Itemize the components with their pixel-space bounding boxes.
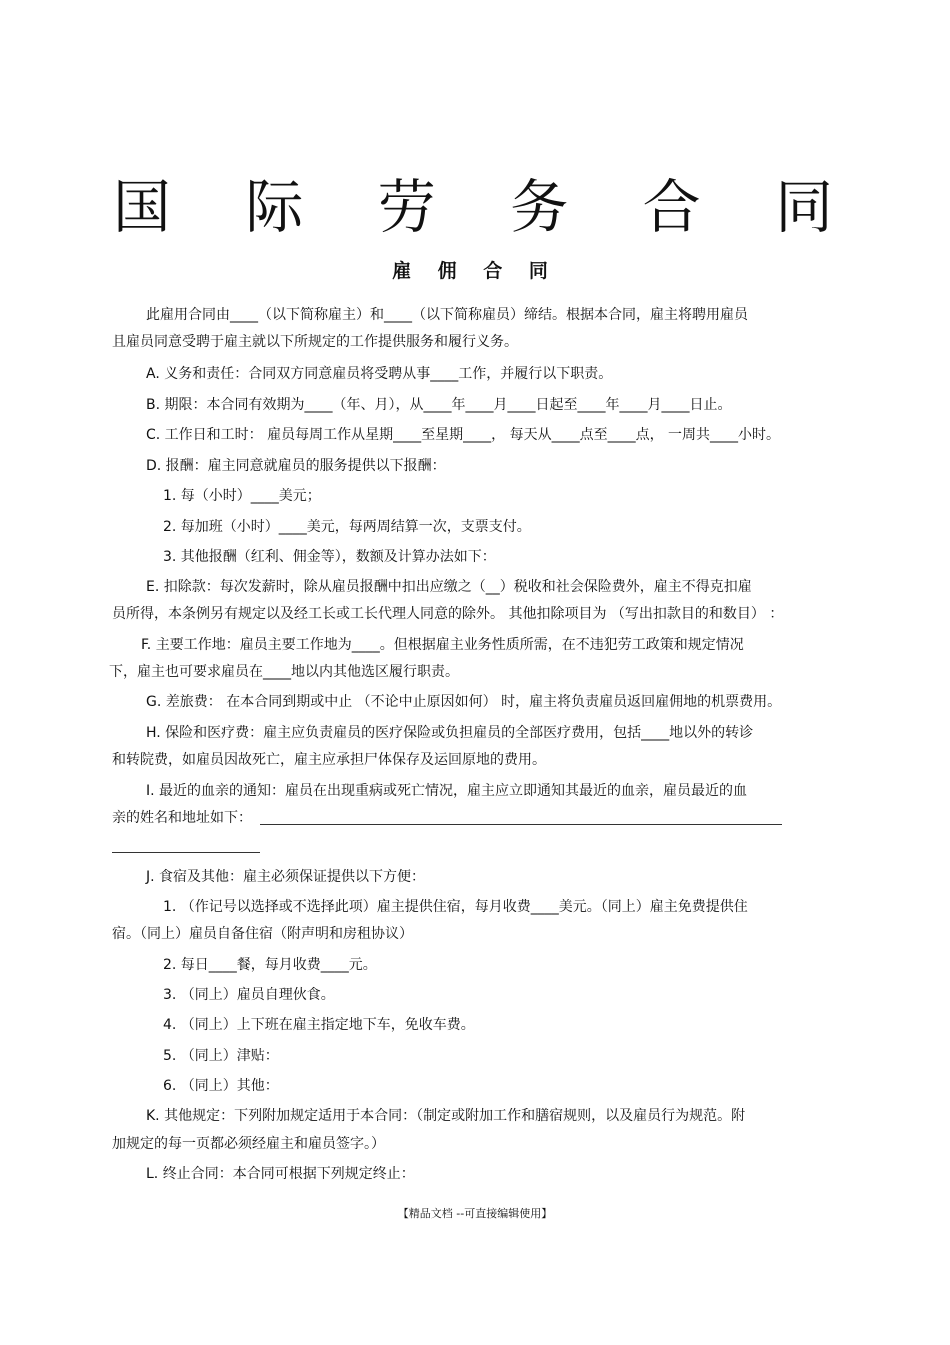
- clause-j-item-1-line-1: 1. （作记号以选择或不选择此项）雇主提供住宿，每月收费____美元。（同上）雇主免费提供住: [163, 899, 748, 915]
- blank-line-address: [260, 824, 782, 825]
- intro-line-2: 且雇员同意受聘于雇主就以下所规定的工作提供服务和履行义务。: [112, 334, 518, 350]
- clause-f-line-1: F. 主要工作地：雇员主要工作地为____。但根据雇主业务性质所需，在不违犯劳工政策和规定情况: [141, 637, 744, 653]
- clause-d-item-3: 3. 其他报酬（红利、佣金等），数额及计算办法如下：: [163, 549, 496, 565]
- clause-d-item-1: 1. 每（小时）____美元；: [163, 488, 321, 504]
- clause-j: J. 食宿及其他：雇主必须保证提供以下方便：: [146, 869, 426, 885]
- clause-h-line-2: 和转院费，如雇员因故死亡，雇主应承担尸体保存及运回原地的费用。: [112, 752, 546, 768]
- clause-j-item-5: 5. （同上）津贴：: [163, 1048, 279, 1064]
- clause-i-line-1: I. 最近的血亲的通知：雇员在出现重病或死亡情况，雇主应立即通知其最近的血亲，雇员最近的血: [146, 783, 748, 799]
- clause-i-line-2: 亲的姓名和地址如下：: [112, 810, 252, 826]
- clause-d: D. 报酬：雇主同意就雇员的服务提供以下报酬：: [146, 458, 446, 474]
- clause-j-item-4: 4. （同上）上下班在雇主指定地下车，免收车费。: [163, 1017, 475, 1033]
- clause-e-line-1: E. 扣除款：每次发薪时，除从雇员报酬中扣出应缴之（__）税收和社会保险费外，雇主不得克扣雇: [146, 579, 752, 595]
- clause-l: L. 终止合同：本合同可根据下列规定终止：: [146, 1166, 415, 1182]
- clause-j-item-2: 2. 每日____餐，每月收费____元。: [163, 957, 377, 973]
- clause-h-line-1: H. 保险和医疗费：雇主应负责雇员的医疗保险或负担雇员的全部医疗费用，包括____地以外的转诊: [146, 725, 754, 741]
- clause-j-item-6: 6. （同上）其他：: [163, 1078, 279, 1094]
- clause-a: A. 义务和责任：合同双方同意雇员将受聘从事____工作，并履行以下职责。: [146, 366, 613, 382]
- clause-j-item-1-line-2: 宿。（同上）雇员自备住宿（附声明和房租协议）: [112, 926, 413, 942]
- clause-j-item-3: 3. （同上）雇员自理伙食。: [163, 987, 335, 1003]
- clause-e-line-2: 员所得，本条例另有规定以及经工长或工长代理人同意的除外。 其他扣除项目为 （写出扣款目的和数目） ：: [112, 606, 784, 622]
- document-title: 国 际 劳 务 合 同: [112, 173, 862, 241]
- clause-k-line-2: 加规定的每一页都必须经雇主和雇员签字。）: [112, 1136, 385, 1152]
- clause-g: G. 差旅费： 在本合同到期或中止 （不论中止原因如何） 时，雇主将负责雇员返回雇佣地的机票费用。: [146, 694, 782, 710]
- blank-line-address-cont: [112, 852, 260, 853]
- clause-b: B. 期限：本合同有效期为____（年、月），从____年____月____日起至____年____月____日止。: [146, 397, 732, 413]
- footer-note: 【精品文档 --可直接编辑使用】: [397, 1207, 553, 1220]
- intro-line-1: 此雇用合同由____（以下简称雇主）和____（以下简称雇员）缔结。根据本合同，雇主将聘用雇员: [146, 307, 748, 323]
- clause-k-line-1: K. 其他规定：下列附加规定适用于本合同：（制定或附加工作和膳宿规则，以及雇员行为规范。附: [146, 1108, 746, 1124]
- document-subtitle: 雇 佣 合 同: [392, 260, 558, 282]
- clause-f-line-2: 下，雇主也可要求雇员在____地以内其他选区履行职责。: [109, 664, 459, 680]
- clause-d-item-2: 2. 每加班（小时）____美元，每两周结算一次，支票支付。: [163, 519, 531, 535]
- clause-c: C. 工作日和工时： 雇员每周工作从星期____至星期____， 每天从____点至____点， 一周共____小时。: [146, 427, 781, 443]
